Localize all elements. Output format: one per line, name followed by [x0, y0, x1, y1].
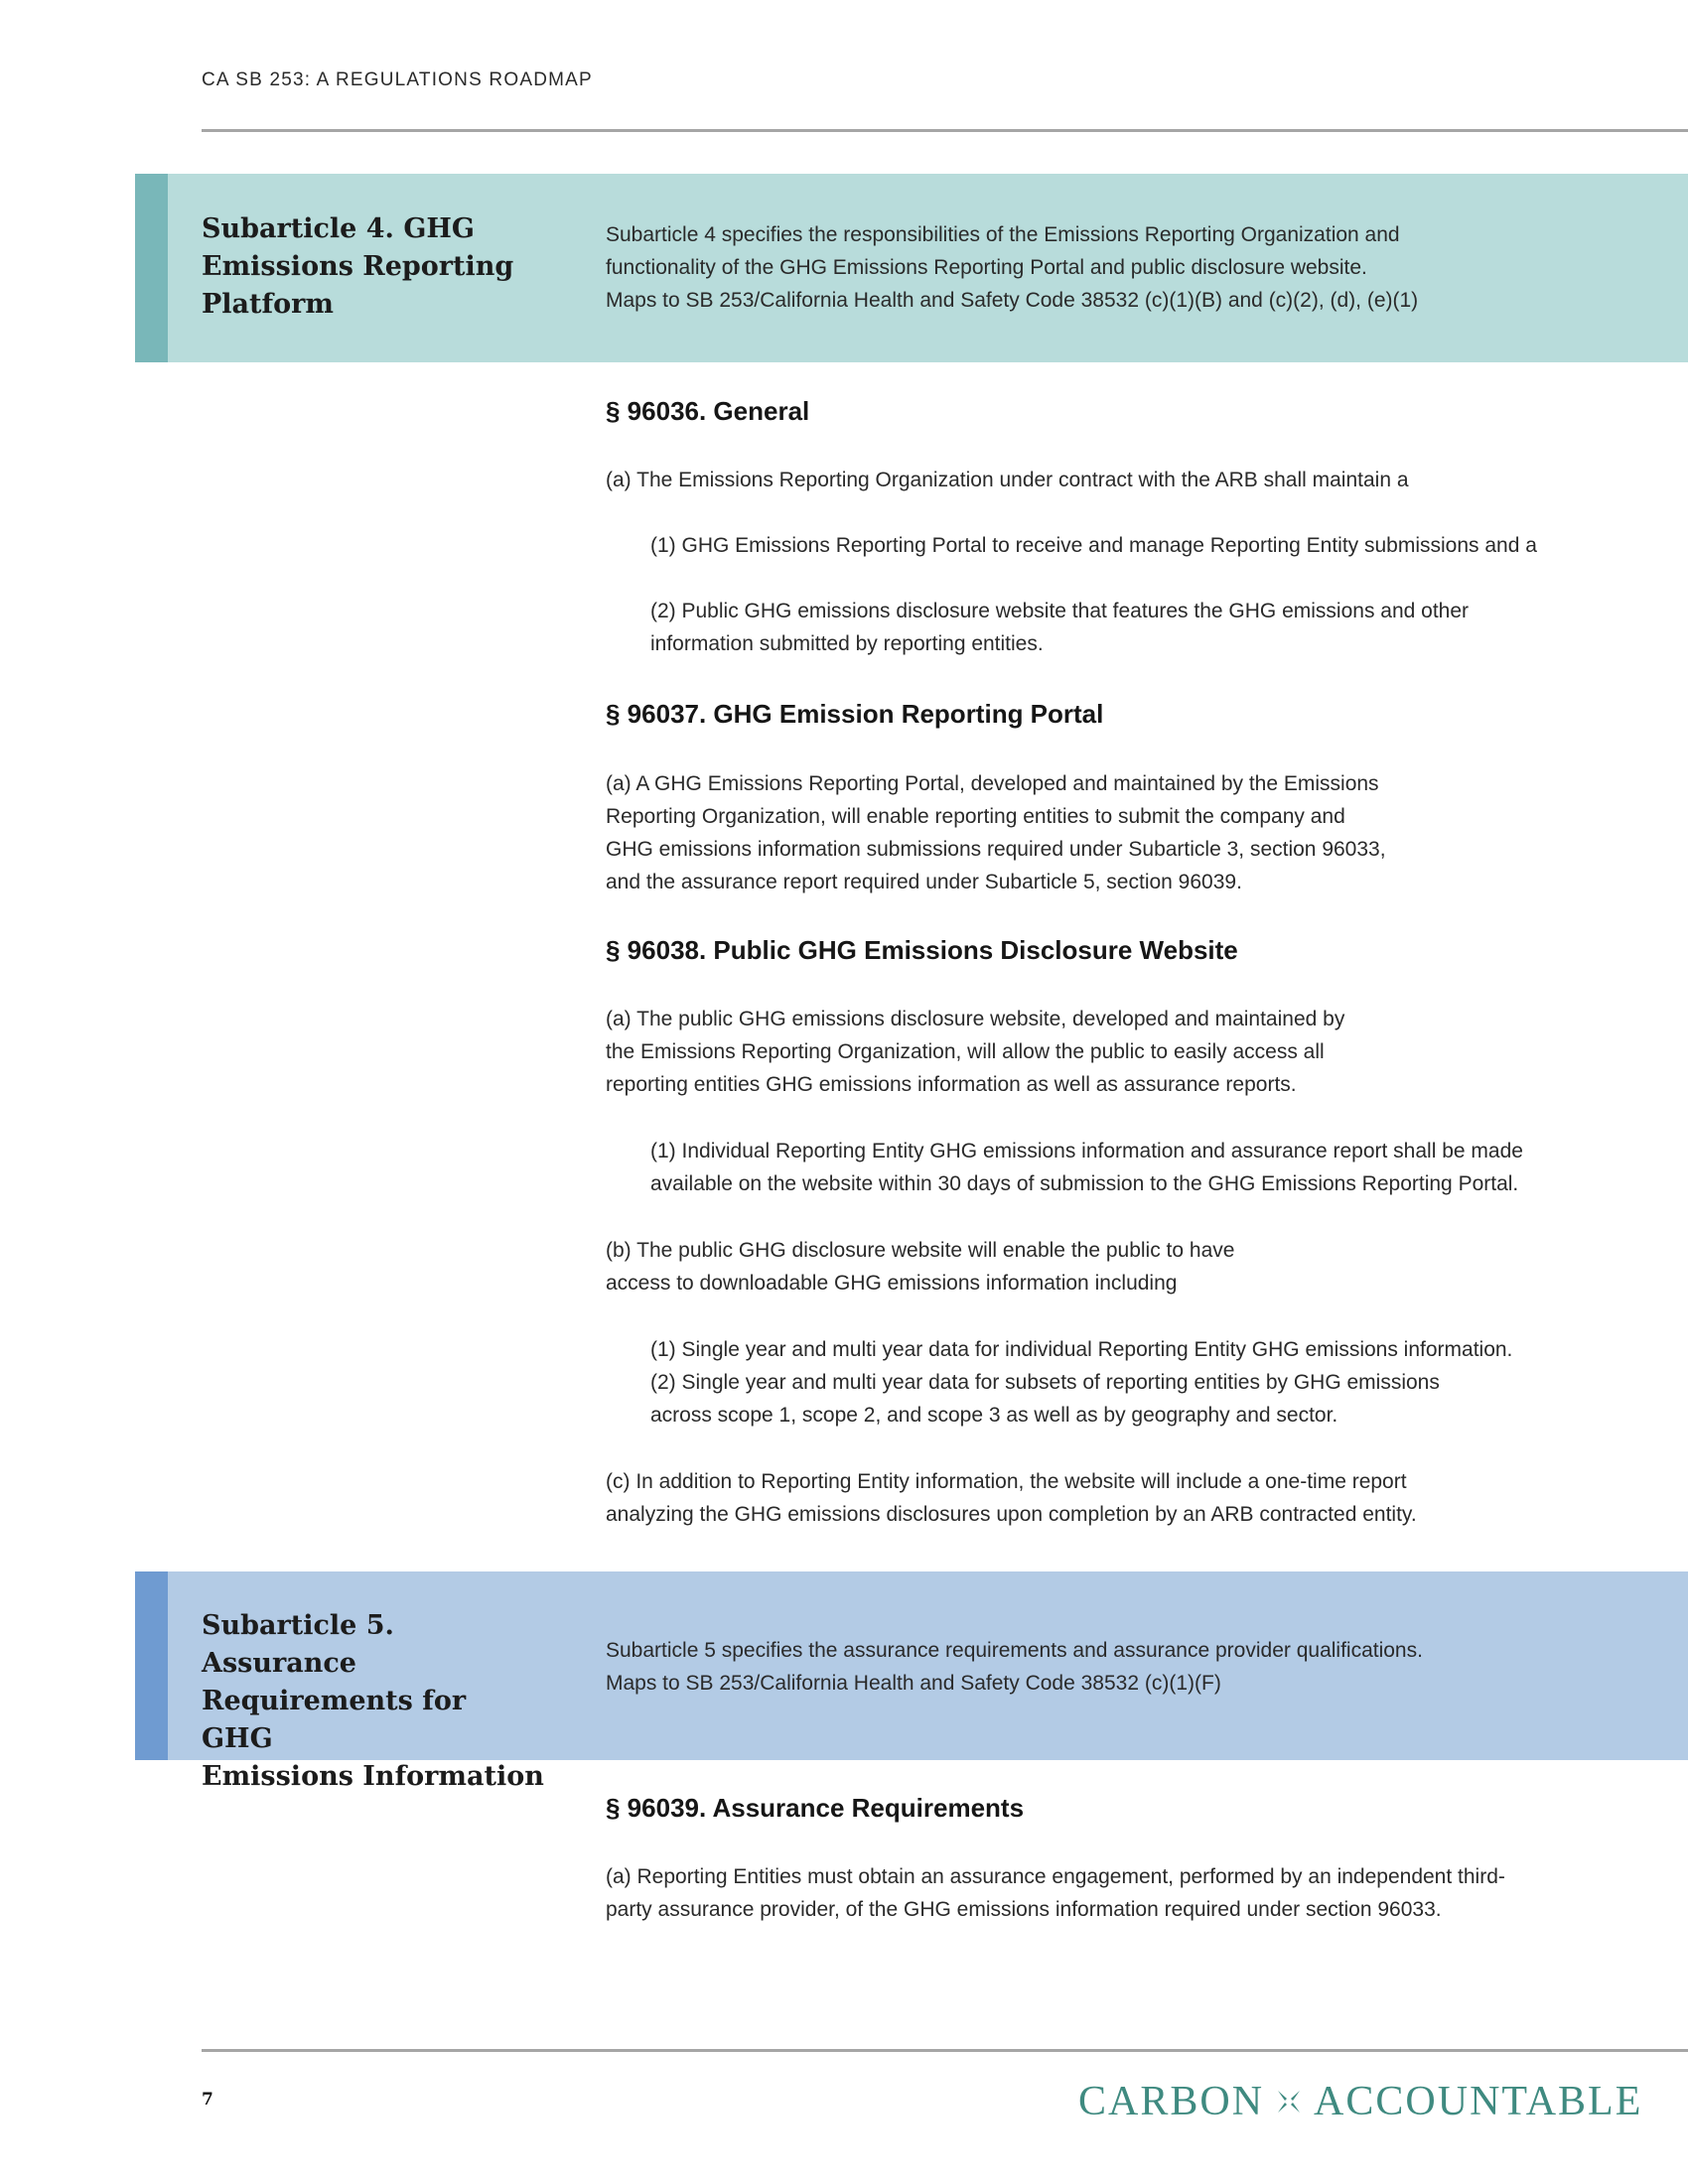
section-96036-para-a: (a) The Emissions Reporting Organization under contract with the ARB shall maintain a [606, 469, 1409, 491]
section-96036-heading: § 96036. General [606, 396, 810, 426]
section-96038-heading: § 96038. Public GHG Emissions Disclosure Website [606, 935, 1238, 965]
subarticle-4-description: Subarticle 4 specifies the responsibilities of the Emissions Reporting Organization and functionality of the GHG Emissions Reporting Portal and public disclosure website. Maps to SB 253/California Health and Safety Code 38532 (c)(1)(B) and (c)(2), (d), (e)(1) [606, 223, 1419, 312]
section-96038-para-a: (a) The public GHG emissions disclosure website, developed and maintained by the Emissions Reporting Organization, will allow the public to easily access all reporting entities GHG emissions information as well as assurance reports. [606, 1008, 1345, 1096]
header-rule [202, 129, 1688, 132]
section-96038-b-items: (1) Single year and multi year data for individual Reporting Entity GHG emissions information. (2) Single year and multi year data for subsets of reporting entities by GHG emissions across scope 1, scope 2, and scope 3 as well as by geography and sector. [650, 1338, 1513, 1427]
section-96038-para-c: (c) In addition to Reporting Entity information, the website will include a one-time report analyzing the GHG emissions disclosures upon completion by an ARB contracted entity. [606, 1470, 1417, 1526]
subarticle-4-banner [135, 174, 1688, 362]
section-96036-item-2: (2) Public GHG emissions disclosure website that features the GHG emissions and other information submitted by reporting entities. [650, 600, 1470, 655]
section-96039-para-a: (a) Reporting Entities must obtain an assurance engagement, performed by an independent third- party assurance provider, of the GHG emissions information required under section 96033. [606, 1865, 1505, 1921]
subarticle-5-banner [135, 1571, 1688, 1792]
banner-accent-bar [135, 1571, 168, 1760]
section-96037-para-a: (a) A GHG Emissions Reporting Portal, developed and maintained by the Emissions Reporting Organization, will enable reporting entities to submit the company and GHG emissions information submissions required under Subarticle 3, section 96033, and the assurance report required under Subarticle 5, section 96039. [606, 772, 1386, 893]
carbon-accountable-logo [1078, 2078, 1642, 2125]
logo-text-right: ACCOUNTABLE [1314, 2079, 1643, 2124]
footer-rule [202, 2049, 1688, 2052]
section-96037-heading: § 96037. GHG Emission Reporting Portal [606, 699, 1104, 729]
section-96038-para-b: (b) The public GHG disclosure website will enable the public to have access to downloadable GHG emissions information including [606, 1239, 1235, 1295]
section-96038-item-a1: (1) Individual Reporting Entity GHG emissions information and assurance report shall be made available on the website within 30 days of submission to the GHG Emissions Reporting Portal. [650, 1140, 1523, 1195]
subarticle-4-title: Subarticle 4. GHG Emissions Reporting Platform [202, 213, 514, 320]
logo-cross-icon [1274, 2087, 1304, 2116]
section-96036-item-1: (1) GHG Emissions Reporting Portal to receive and manage Reporting Entity submissions and a [650, 534, 1537, 557]
subarticle-5-title: Subarticle 5. Assurance Requirements for GHG Emissions Information [202, 1610, 544, 1792]
subarticle-5-description: Subarticle 5 specifies the assurance requirements and assurance provider qualifications. Maps to SB 253/California Health and Safety Code 38532 (c)(1)(F) [606, 1639, 1423, 1695]
page-number: 7 [202, 2090, 213, 2110]
running-header: CA SB 253: A REGULATIONS ROADMAP [202, 69, 593, 90]
logo-text-left: CARBON [1078, 2079, 1265, 2124]
section-96039-heading: § 96039. Assurance Requirements [606, 1793, 1025, 1823]
banner-accent-bar [135, 174, 168, 362]
